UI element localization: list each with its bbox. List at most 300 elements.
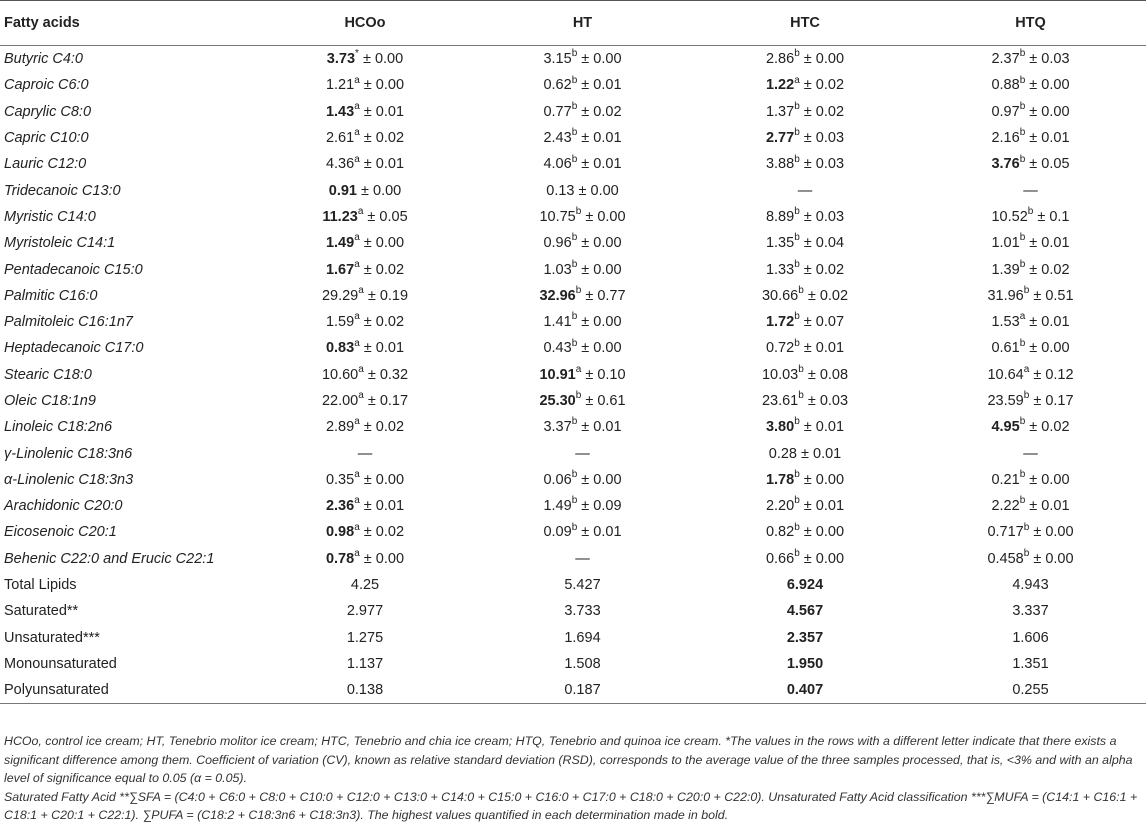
fatty-acid-name: Stearic C18:0: [4, 366, 92, 383]
table-cell: 1.35$^b$ ± 0.04: [765, 232, 845, 252]
mean-value: 0.91: [328, 182, 357, 199]
mean-value: 0.88: [991, 77, 1020, 94]
table-cell: 0.96$^b$ ± 0.00: [543, 232, 622, 252]
summary-cell: [470, 651, 695, 677]
table-row: [0, 467, 1146, 493]
std-error: 0.02: [375, 419, 405, 436]
significance-letter: b: [571, 495, 578, 507]
table-cell: 0.97$^b$ ± 0.00: [991, 100, 1070, 120]
summary-row: [0, 625, 1146, 651]
mean-value: 2.86: [765, 51, 795, 68]
mean-value: 0.97: [991, 103, 1020, 120]
summary-cell: [470, 625, 695, 651]
mean-value: 3.37: [543, 419, 572, 436]
std-error: 0.03: [819, 393, 849, 409]
fatty-acid-name: Linoleic C18:2n6: [4, 419, 113, 436]
std-error: 0.02: [375, 261, 405, 278]
mean-value: 4.06: [543, 156, 572, 173]
significance-letter: b: [794, 153, 800, 165]
significance-letter: b: [1023, 390, 1030, 402]
std-error: 0.00: [593, 51, 622, 68]
significance-letter: b: [571, 127, 578, 139]
significance-letter: b: [575, 390, 582, 402]
summary-cell: [695, 625, 915, 651]
summary-cell: [260, 598, 470, 624]
significance-letter: a: [354, 100, 360, 112]
summary-value: 0.187: [564, 682, 601, 699]
summary-cell: [915, 625, 1146, 651]
table-cell: 0.06$^b$ ± 0.00: [543, 469, 622, 488]
table-cell: 0.62$^b$ ± 0.01: [543, 74, 622, 94]
table-row: [0, 546, 1146, 572]
summary-cell: [470, 598, 695, 624]
fatty-acid-name: Butyric C4:0: [4, 51, 83, 68]
mean-value: 0.78: [325, 550, 355, 567]
significance-letter: a: [354, 337, 360, 349]
table-footnotes: [4, 732, 1144, 825]
table-cell: 0.13 ± 0.00: [546, 182, 619, 199]
table-row: [0, 204, 1146, 230]
table-row: [0, 46, 1146, 73]
table-cell: 0.91 ± 0.00: [328, 182, 402, 199]
std-error: 0.10: [597, 366, 626, 383]
std-error: 0.00: [1041, 77, 1070, 94]
table-cell: 4.06$^b$ ± 0.01: [543, 153, 622, 173]
std-error: 0.00: [1045, 524, 1074, 541]
table-cell: 10.75$^b$ ± 0.00: [539, 206, 626, 225]
summary-value: 1.508: [564, 655, 601, 672]
table-cell: 2.16$^b$ ± 0.01: [991, 127, 1070, 147]
mean-value: 0.83: [325, 340, 355, 357]
summary-label: Polyunsaturated: [0, 677, 260, 704]
table-cell: 1.39$^b$ ± 0.02: [991, 258, 1070, 278]
table-cell: [915, 440, 1146, 466]
std-error: 0.00: [375, 471, 405, 488]
table-cell: 2.36$^a$ ± 0.01: [325, 495, 405, 515]
mean-value: 32.96: [539, 287, 576, 304]
std-error: 0.00: [1041, 471, 1070, 488]
table-row: [0, 335, 1146, 361]
std-error: 0.07: [815, 314, 845, 331]
significance-letter: b: [575, 284, 582, 296]
significance-letter: b: [1023, 284, 1030, 296]
mean-value: 1.22: [765, 77, 795, 94]
mean-value: 1.53: [991, 314, 1020, 331]
table-cell: 22.00$^a$ ± 0.17: [321, 390, 409, 409]
table-cell: 0.458$^b$ ± 0.00: [987, 547, 1074, 567]
table-cell: 10.91$^a$ ± 0.10: [539, 363, 626, 383]
summary-cell: [915, 677, 1146, 704]
std-error: 0.19: [379, 287, 409, 304]
std-error: 0.02: [1041, 419, 1070, 436]
table-cell: 2.37$^b$ ± 0.03: [991, 48, 1070, 68]
summary-row: [0, 598, 1146, 624]
table-cell: [695, 177, 915, 203]
significance-letter: b: [571, 74, 578, 86]
mean-value: 1.49: [325, 235, 355, 252]
mean-value: 11.23: [322, 208, 358, 225]
table-cell: 2.77$^b$ ± 0.03: [765, 127, 845, 147]
table-cell: 29.29$^a$ ± 0.19: [321, 284, 409, 304]
fatty-acid-name: Behenic C22:0 and Erucic C22:1: [4, 550, 215, 567]
mean-value: 1.59: [325, 314, 355, 331]
summary-cell: [260, 651, 470, 677]
summary-value: 1.950: [786, 655, 824, 672]
fatty-acid-name: Tridecanoic C13:0: [4, 182, 121, 199]
mean-value: 0.06: [543, 471, 572, 488]
summary-value: 0.407: [786, 682, 824, 699]
significance-letter: b: [571, 521, 578, 533]
std-error: 0.00: [375, 235, 405, 252]
table-cell: 1.49$^b$ ± 0.09: [543, 495, 622, 515]
table-cell: 1.33$^b$ ± 0.02: [765, 258, 845, 278]
table-cell: 31.96$^b$ ± 0.51: [987, 284, 1074, 304]
header-ht: HT: [470, 1, 695, 46]
table-row: [0, 230, 1146, 256]
mean-value: 1.03: [543, 261, 572, 278]
mean-value: 0.35: [325, 471, 355, 488]
fatty-acid-name: γ-Linolenic C18:3n6: [4, 445, 133, 462]
significance-letter: b: [571, 100, 578, 112]
mean-value: 1.43: [325, 103, 355, 120]
mean-value: 0.61: [991, 340, 1020, 357]
mean-value: 10.60: [321, 366, 359, 383]
std-error: 0.01: [1041, 314, 1070, 331]
significance-letter: b: [794, 311, 800, 323]
table-cell: 10.52$^b$ ± 0.1: [991, 206, 1070, 225]
mean-value: 3.88: [765, 156, 795, 173]
std-error: 0.01: [815, 340, 845, 357]
summary-cell: [695, 651, 915, 677]
summary-value: 2.977: [346, 603, 384, 620]
significance-letter: a: [358, 390, 364, 402]
significance-letter: b: [571, 337, 578, 349]
mean-value: 0.72: [765, 340, 795, 357]
mean-value: 0.96: [543, 235, 572, 252]
std-error: 0.03: [815, 208, 845, 225]
table-cell: 1.03$^b$ ± 0.00: [543, 258, 622, 278]
mean-value: 0.82: [765, 524, 795, 541]
fatty-acid-name: α-Linolenic C18:3n3: [4, 471, 134, 488]
summary-cell: [260, 625, 470, 651]
mean-value: 30.66: [761, 287, 799, 304]
fatty-acid-name: Oleic C18:1n9: [4, 393, 96, 409]
mean-value: 2.89: [325, 419, 355, 436]
significance-letter: b: [794, 521, 800, 533]
significance-letter: b: [1023, 547, 1030, 559]
std-error: 0.00: [375, 77, 405, 94]
mean-value: 1.01: [991, 235, 1020, 252]
summary-value: 4.567: [786, 603, 824, 620]
table-row: [0, 72, 1146, 98]
significance-letter: b: [798, 284, 804, 296]
summary-value: 3.733: [564, 603, 601, 620]
table-cell: 0.82$^b$ ± 0.00: [765, 521, 845, 541]
mean-value: 0.66: [765, 550, 795, 567]
mean-value: 4.36: [325, 156, 355, 173]
summary-value: 1.694: [564, 629, 601, 646]
table-cell: 0.78$^a$ ± 0.00: [325, 547, 405, 567]
summary-value: 5.427: [564, 577, 601, 594]
header-htc: HTC: [695, 1, 915, 46]
std-error: 0.00: [815, 524, 845, 541]
mean-value: 0.717: [987, 524, 1024, 541]
fatty-acid-name: Eicosenoic C20:1: [4, 524, 117, 541]
table-cell: 11.23$^a$ ± 0.05: [322, 206, 408, 225]
table-cell: 1.21$^a$ ± 0.00: [325, 74, 405, 94]
std-error: 0.04: [815, 235, 845, 252]
significance-letter: b: [575, 206, 582, 218]
std-error: 0.01: [1041, 235, 1070, 252]
significance-letter: b: [794, 416, 800, 428]
significance-letter: a: [354, 74, 360, 86]
std-error: 0.32: [379, 366, 409, 383]
significance-letter: b: [794, 337, 800, 349]
table-cell: 0.88$^b$ ± 0.00: [991, 74, 1070, 94]
std-error: 0.00: [1041, 340, 1070, 357]
std-error: 0.01: [375, 340, 405, 357]
significance-letter: a: [354, 258, 360, 270]
std-error: 0.01: [593, 77, 622, 94]
table-row: [0, 256, 1146, 282]
significance-letter: b: [798, 363, 804, 375]
header-fatty-acids: Fatty acids: [0, 1, 260, 46]
std-error: 0.12: [1045, 366, 1074, 383]
fatty-acid-name: Palmitic C16:0: [4, 287, 98, 304]
std-error: 0.01: [1041, 130, 1070, 147]
table-cell: 0.21$^b$ ± 0.00: [991, 469, 1070, 488]
mean-value: 23.59: [987, 393, 1024, 409]
table-cell: [470, 546, 695, 572]
table-cell: 1.43$^a$ ± 0.01: [325, 100, 405, 120]
summary-cell: [260, 572, 470, 598]
table-cell: 1.01$^b$ ± 0.01: [991, 232, 1070, 252]
mean-value: 10.91: [539, 366, 576, 383]
summary-row: [0, 677, 1146, 704]
table-cell: 0.77$^b$ ± 0.02: [543, 100, 622, 120]
summary-label: Saturated**: [4, 603, 79, 620]
mean-value: 2.77: [765, 130, 795, 147]
mean-value: 22.00: [321, 393, 359, 409]
std-error: 0.02: [375, 524, 405, 541]
summary-value: 1.606: [1012, 629, 1049, 646]
mean-value: 1.35: [765, 235, 795, 252]
summary-cell: [470, 677, 695, 704]
significance-letter: b: [571, 416, 578, 428]
table-cell: 1.53$^a$ ± 0.01: [991, 311, 1070, 331]
table-cell: 0.35$^a$ ± 0.00: [325, 469, 405, 488]
significance-letter: b: [1027, 206, 1034, 218]
mean-value: 1.78: [765, 471, 795, 488]
mean-value: 0.09: [543, 524, 572, 541]
mean-value: 3.80: [765, 419, 795, 436]
std-error: 0.02: [375, 314, 405, 331]
significance-letter: b: [1019, 469, 1026, 481]
std-error: 0.00: [373, 182, 402, 199]
summary-row: [0, 572, 1146, 598]
significance-letter: a: [354, 311, 360, 323]
std-error: 0.02: [815, 261, 845, 278]
table-cell: 1.59$^a$ ± 0.02: [325, 311, 405, 331]
std-error: 0.08: [819, 366, 849, 383]
std-error: 0.01: [593, 156, 622, 173]
footnote-classification: Saturated Fatty Acid **∑SFA = (C4:0 + C6:0 + C8:0 + C10:0 + C12:0 + C13:0 + C14:0 + C15:0 + C16:0 + C17:0 + C18:0 + C20:0 + C22:0). Unsaturated Fatty Acid classification ***∑MUFA = (C14:1 + C16:1 + C18:1 + C20:1 + C22:1). ∑PUFA = (C18:2 + C18:3n6 + C18:3n3). The highest values quantified in each determination made in bold.: [4, 789, 1138, 822]
mean-value: 1.49: [543, 498, 572, 515]
summary-value: 0.255: [1012, 682, 1049, 699]
table-cell: 1.37$^b$ ± 0.02: [765, 100, 845, 120]
dash-value: —: [1023, 182, 1038, 199]
fatty-acid-name: Lauric C12:0: [4, 156, 87, 173]
table-cell: 2.89$^a$ ± 0.02: [325, 416, 405, 436]
summary-value: 3.337: [1012, 603, 1049, 620]
table-cell: 3.80$^b$ ± 0.01: [765, 416, 845, 436]
summary-label: Unsaturated***: [4, 629, 100, 646]
std-error: 0.02: [815, 77, 845, 94]
summary-label: Total Lipids: [4, 577, 77, 594]
table-cell: 1.78$^b$ ± 0.00: [765, 469, 845, 488]
summary-value: 0.138: [346, 682, 384, 699]
summary-row: [0, 651, 1146, 677]
significance-letter: a: [1019, 311, 1026, 323]
summary-value: 1.137: [346, 655, 384, 672]
std-error: 0.01: [593, 419, 622, 436]
table-cell: [915, 177, 1146, 203]
table-cell: 1.41$^b$ ± 0.00: [543, 311, 622, 331]
significance-letter: a: [358, 363, 364, 375]
mean-value: 2.22: [991, 498, 1020, 515]
dash-value: —: [575, 550, 590, 567]
std-error: 0.61: [597, 393, 626, 409]
std-error: 0.01: [593, 130, 622, 147]
std-error: 0.00: [1041, 103, 1070, 120]
mean-value: 0.28: [768, 445, 797, 462]
table-row: [0, 493, 1146, 519]
table-cell: 2.20$^b$ ± 0.01: [765, 495, 845, 515]
std-error: 0.02: [593, 103, 622, 120]
significance-letter: b: [794, 48, 800, 60]
table-cell: 10.60$^a$ ± 0.32: [321, 363, 409, 383]
significance-letter: a: [354, 495, 360, 507]
mean-value: 2.36: [325, 498, 355, 515]
table-cell: 0.43$^b$ ± 0.00: [543, 337, 622, 357]
mean-value: 10.03: [761, 366, 799, 383]
significance-letter: b: [571, 153, 578, 165]
mean-value: 0.98: [325, 524, 355, 541]
mean-value: 2.61: [325, 130, 355, 147]
significance-letter: b: [1019, 495, 1026, 507]
mean-value: 3.73: [326, 51, 356, 68]
std-error: 0.00: [593, 471, 622, 488]
significance-letter: b: [1019, 153, 1026, 165]
significance-letter: b: [794, 232, 800, 244]
table-cell: 1.67$^a$ ± 0.02: [325, 258, 405, 278]
summary-value: 1.275: [346, 629, 384, 646]
table-cell: 4.95$^b$ ± 0.02: [991, 416, 1070, 436]
significance-letter: a: [794, 74, 800, 86]
table-cell: 2.22$^b$ ± 0.01: [991, 495, 1070, 515]
summary-value: 4.943: [1012, 577, 1049, 594]
significance-letter: b: [794, 127, 800, 139]
significance-letter: a: [1023, 363, 1030, 375]
table-cell: 25.30$^b$ ± 0.61: [539, 390, 626, 409]
mean-value: 31.96: [987, 287, 1024, 304]
table-cell: 1.49$^a$ ± 0.00: [325, 232, 405, 252]
std-error: 0.01: [375, 103, 405, 120]
significance-letter: b: [571, 232, 578, 244]
table-cell: 1.22$^a$ ± 0.02: [765, 74, 845, 94]
table-cell: 3.88$^b$ ± 0.03: [765, 153, 845, 173]
mean-value: 0.13: [546, 182, 575, 199]
table-cell: 3.76$^b$ ± 0.05: [991, 153, 1070, 173]
mean-value: 2.16: [991, 130, 1020, 147]
dash-value: —: [1023, 445, 1038, 462]
significance-letter: b: [571, 258, 578, 270]
mean-value: 1.72: [765, 314, 795, 331]
table-cell: 8.89$^b$ ± 0.03: [765, 206, 845, 225]
std-error: 0.01: [815, 498, 845, 515]
fatty-acid-name: Myristic C14:0: [4, 208, 96, 225]
significance-letter: *: [355, 48, 359, 60]
std-error: 0.01: [593, 524, 622, 541]
table-cell: [260, 440, 470, 466]
mean-value: 0.77: [543, 103, 572, 120]
significance-letter: b: [1019, 127, 1026, 139]
mean-value: 1.21: [325, 77, 355, 94]
header-htq: HTQ: [915, 1, 1146, 46]
significance-letter: a: [354, 127, 360, 139]
std-error: 0.17: [1045, 393, 1074, 409]
summary-cell: [915, 598, 1146, 624]
table-row: [0, 519, 1146, 545]
significance-letter: b: [794, 547, 800, 559]
mean-value: 1.41: [543, 314, 572, 331]
std-error: 0.05: [1041, 156, 1070, 173]
mean-value: 1.33: [765, 261, 795, 278]
std-error: 0.05: [379, 208, 408, 225]
summary-value: 2.357: [786, 629, 824, 646]
significance-letter: a: [575, 363, 582, 375]
mean-value: 3.15: [543, 51, 572, 68]
mean-value: 0.62: [543, 77, 572, 94]
std-error: 0.00: [597, 208, 626, 225]
table-cell: 2.61$^a$ ± 0.02: [325, 127, 405, 147]
table-row: [0, 414, 1146, 440]
fatty-acid-name: Myristoleic C14:1: [4, 235, 116, 252]
mean-value: 3.76: [991, 156, 1020, 173]
mean-value: 1.37: [765, 103, 795, 120]
table-row: [0, 362, 1146, 388]
std-error: 0.01: [375, 498, 405, 515]
std-error: 0.01: [815, 419, 845, 436]
dash-value: —: [357, 445, 373, 462]
significance-letter: b: [794, 100, 800, 112]
header-hcoo: HCOo: [260, 1, 470, 46]
table-cell: 32.96$^b$ ± 0.77: [539, 284, 626, 304]
significance-letter: b: [1019, 337, 1026, 349]
fatty-acid-name: Capric C10:0: [4, 130, 89, 147]
significance-letter: b: [571, 311, 578, 323]
significance-letter: a: [354, 232, 360, 244]
table-cell: [470, 440, 695, 466]
table-cell: 4.36$^a$ ± 0.01: [325, 153, 405, 173]
mean-value: 0.21: [991, 471, 1020, 488]
mean-value: 29.29: [321, 287, 359, 304]
table-body: [0, 46, 1146, 704]
significance-letter: b: [794, 469, 800, 481]
table-cell: 1.72$^b$ ± 0.07: [765, 311, 845, 331]
std-error: 0.00: [815, 550, 845, 567]
significance-letter: b: [1023, 521, 1030, 533]
